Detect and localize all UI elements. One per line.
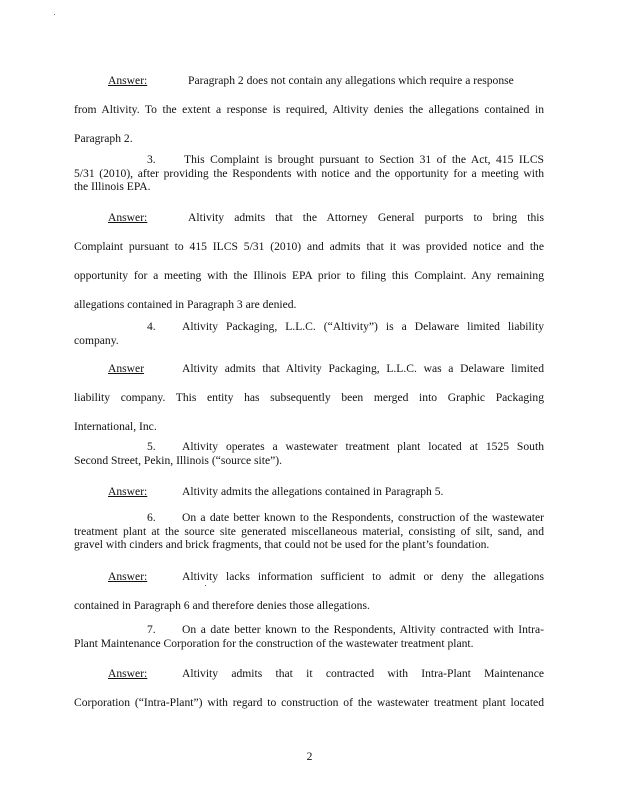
text-line: Paragraph 2. <box>74 132 133 145</box>
paragraph-number: 7. <box>147 623 156 636</box>
text-line: Altivity operates a wastewater treatment plant located at 1525 South <box>182 440 544 453</box>
text-line: Altivity admits that the Attorney General purports to bring this <box>188 211 544 224</box>
answer-label: Answer: <box>108 667 148 680</box>
text-line: On a date better known to the Respondents, Altivity contracted with Intra- <box>182 623 544 636</box>
paragraph-number: 3. <box>147 153 156 166</box>
text-line: allegations contained in Paragraph 3 are denied. <box>74 298 297 311</box>
text-line: 5/31 (2010), after providing the Respondents with notice and the opportunity for a meeting with <box>74 166 544 180</box>
text-line: company. <box>74 333 119 347</box>
text-line: International, Inc. <box>74 420 157 433</box>
text-line: treatment plant at the source site generated miscellaneous material, consisting of silt, sand, and <box>74 524 544 538</box>
allegation-paragraph-4 <box>74 320 544 347</box>
allegation-paragraph-7 <box>74 623 544 650</box>
text-line: liability company. This entity has subsequently been merged into Graphic Packaging <box>74 391 544 404</box>
text-line: Plant Maintenance Corporation for the construction of the wastewater treatment plant. <box>74 636 474 650</box>
text-line: Corporation (“Intra-Plant”) with regard to construction of the wastewater treatment plant located <box>74 696 544 709</box>
text-line: Complaint pursuant to 415 ILCS 5/31 (2010) and admits that it was provided notice and the <box>74 240 544 253</box>
paragraph-number: 6. <box>147 511 156 524</box>
answer-paragraph-7 <box>74 659 544 717</box>
page-number: 2 <box>306 750 313 763</box>
text-line: Second Street, Pekin, Illinois (“source site”). <box>74 453 282 467</box>
answer-label: Answer: <box>108 74 148 87</box>
answer-label: Answer <box>108 362 145 375</box>
text-line: Altivity admits that it contracted with Intra-Plant Maintenance <box>182 667 544 680</box>
answer-paragraph-2 <box>74 66 544 153</box>
allegation-paragraph-6 <box>74 511 544 552</box>
scan-speck <box>54 14 55 15</box>
answer-paragraph-6 <box>74 562 544 620</box>
allegation-paragraph-3 <box>74 153 544 194</box>
answer-paragraph-4 <box>74 354 544 441</box>
allegation-paragraph-5 <box>74 440 544 467</box>
answer-label: Answer: <box>108 211 148 224</box>
paragraph-number: 4. <box>147 320 156 333</box>
text-line: Altivity lacks information sufficient to admit or deny the allegations <box>182 570 544 583</box>
scan-speck <box>205 585 206 586</box>
paragraph-number: 5. <box>147 440 156 453</box>
text-line: Altivity Packaging, L.L.C. (“Altivity”) is a Delaware limited liability <box>182 320 544 333</box>
text-line: Altivity admits the allegations contained in Paragraph 5. <box>182 485 444 498</box>
text-line: contained in Paragraph 6 and therefore denies those allegations. <box>74 599 370 612</box>
answer-paragraph-5 <box>74 477 544 506</box>
text-line: the Illinois EPA. <box>74 180 151 193</box>
text-line: On a date better known to the Respondents, construction of the wastewater <box>182 511 544 524</box>
answer-paragraph-3 <box>74 203 544 319</box>
text-line: from Altivity. To the extent a response is required, Altivity denies the allegations contained in <box>74 103 544 116</box>
text-line: This Complaint is brought pursuant to Section 31 of the Act, 415 ILCS <box>184 153 544 166</box>
text-line: Altivity admits that Altivity Packaging, L.L.C. was a Delaware limited <box>182 362 544 375</box>
text-line: gravel with cinders and brick fragments, that could not be used for the plant’s foundation. <box>74 538 490 551</box>
text-line: Paragraph 2 does not contain any allegations which require a response <box>188 74 514 87</box>
answer-label: Answer: <box>108 570 148 583</box>
answer-label: Answer: <box>108 485 148 498</box>
text-line: opportunity for a meeting with the Illinois EPA prior to filing this Complaint. Any remaining <box>74 269 544 282</box>
